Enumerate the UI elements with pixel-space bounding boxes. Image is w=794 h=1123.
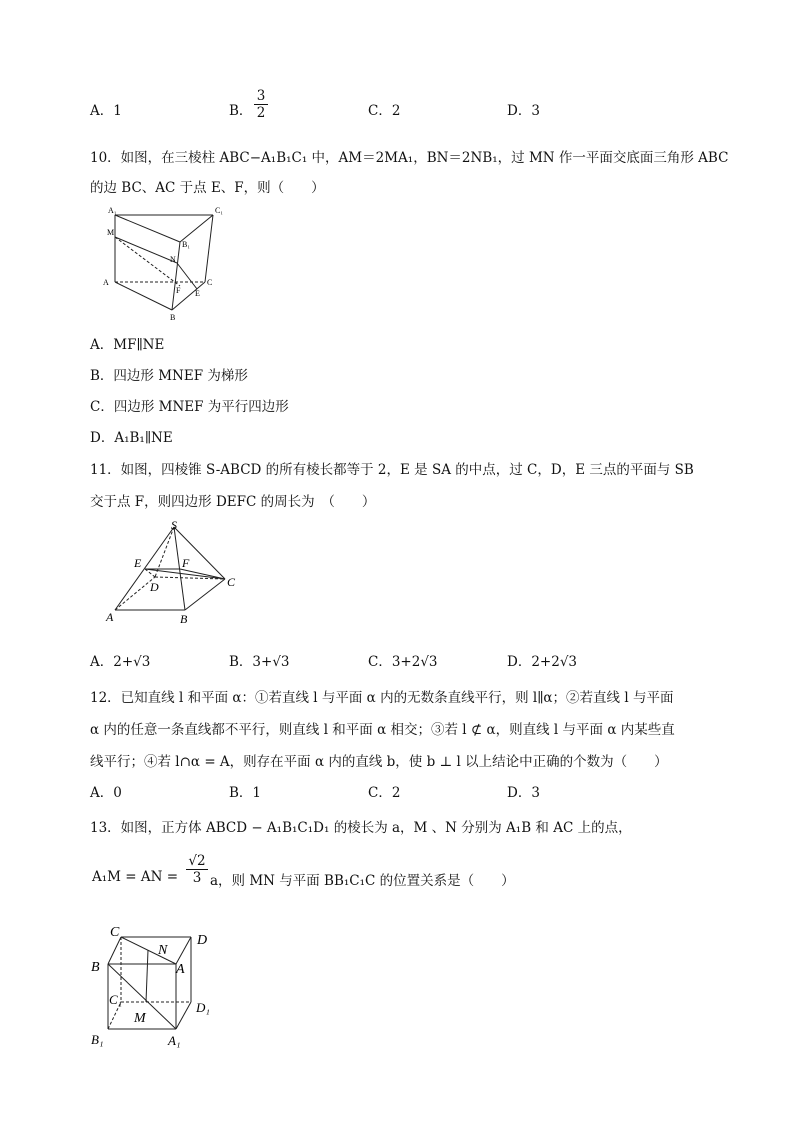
label-D: D [150,580,159,594]
label-M: M [107,228,115,237]
q11-pyramid-figure [100,515,250,630]
q9-option-a: A．1 [90,103,122,119]
label-N: N [170,255,176,264]
q10-option-d: D．A₁B₁∥NE [90,430,173,446]
label-C1: C₁ [109,992,123,1007]
label-B: B [91,960,100,975]
q12-stem-line3: 线平行；④若 l∩α = A，则存在平面 α 内的直线 b，使 b ⊥ l 以上结论中正确的个数为（ ） [90,754,668,770]
label-B: B [170,313,176,322]
q12-stem-line1: 12．已知直线 l 和平面 α：①若直线 l 与平面 α 内的无数条直线平行，则 l∥α；②若直线 l 与平面 [90,690,674,706]
label-S: S [171,518,177,532]
q12-stem-line2: α 内的任意一条直线都不平行，则直线 l 和平面 α 相交；③若 l ⊄ α，则直线 l 与平面 α 内某些直 [90,722,675,738]
q12-option-a: A．0 [90,785,122,801]
q10-stem-line2: 的边 BC、AC 于点 E、F，则（ ） [90,180,325,196]
label-E: E [134,556,142,570]
q12-option-b: B．1 [229,785,262,801]
fraction-numerator: √2 [188,853,206,869]
label-A: A [176,962,185,977]
label-C: C [207,278,213,287]
q9-option-c: C．2 [368,103,401,119]
label-A: A [106,610,114,624]
q11-stem-line2: 交于点 F，则四边形 DEFC 的周长为 （ ） [90,494,376,510]
fraction-denominator: 2 [254,104,268,121]
q13-stem-line1: 13．如图，正方体 ABCD − A₁B₁C₁D₁ 的棱长为 a，M 、N 分别为 A₁B 和 AC 上的点， [90,820,632,836]
q11-stem-line1: 11．如图，四棱锥 S-ABCD 的所有棱长都等于 2，E 是 SA 的中点，过 C，D，E 三点的平面与 SB [90,462,694,478]
q10-prism-figure [95,200,235,325]
q13-cube-figure [88,922,228,1052]
q11-option-b: B．3+√3 [229,654,290,670]
label-D: D [197,933,208,948]
label-A1: A₁ [108,206,117,215]
q10-option-c: C．四边形 MNEF 为平行四边形 [90,399,289,415]
label-D1: D₁ [196,1000,210,1015]
label-C1: C₁ [215,206,224,215]
label-B: B [180,612,188,626]
q11-option-c: C．3+2√3 [368,654,438,670]
q10-option-b: B．四边形 MNEF 为梯形 [90,368,248,384]
label-A: A [103,278,109,287]
label-M: M [134,1011,146,1026]
q11-option-a: A．2+√3 [90,654,151,670]
q9-option-b: B． [229,103,253,119]
label-E: E [195,289,200,298]
q9-option-d: D．3 [507,103,540,119]
q13-stem-line2-prefix: A₁M = AN = [92,869,179,885]
label-A1: A₁ [168,1033,181,1048]
q10-stem-line1: 10．如图，在三棱柱 ABC−A₁B₁C₁ 中，AM＝2MA₁，BN＝2NB₁，过 MN 作一平面交底面三角形 ABC [90,150,729,166]
q10-option-a: A．MF∥NE [90,337,165,353]
label-N: N [158,943,168,958]
label-C: C [227,575,236,589]
fraction-numerator: 3 [256,88,266,104]
q13-stem-line2-suffix: a，则 MN 与平面 BB₁C₁C 的位置关系是（ ） [210,873,515,889]
q11-option-d: D．2+2√3 [507,654,578,670]
label-B1: B₁ [91,1032,104,1047]
q9-option-b-fraction [254,88,268,121]
label-C: C [110,925,120,940]
fraction-denominator: 3 [186,869,208,886]
q12-option-d: D．3 [507,785,540,801]
label-B1: B₁ [182,240,191,249]
q13-fraction [186,853,208,886]
q12-option-c: C．2 [368,785,401,801]
label-F: F [176,286,181,295]
label-F: F [182,556,190,570]
